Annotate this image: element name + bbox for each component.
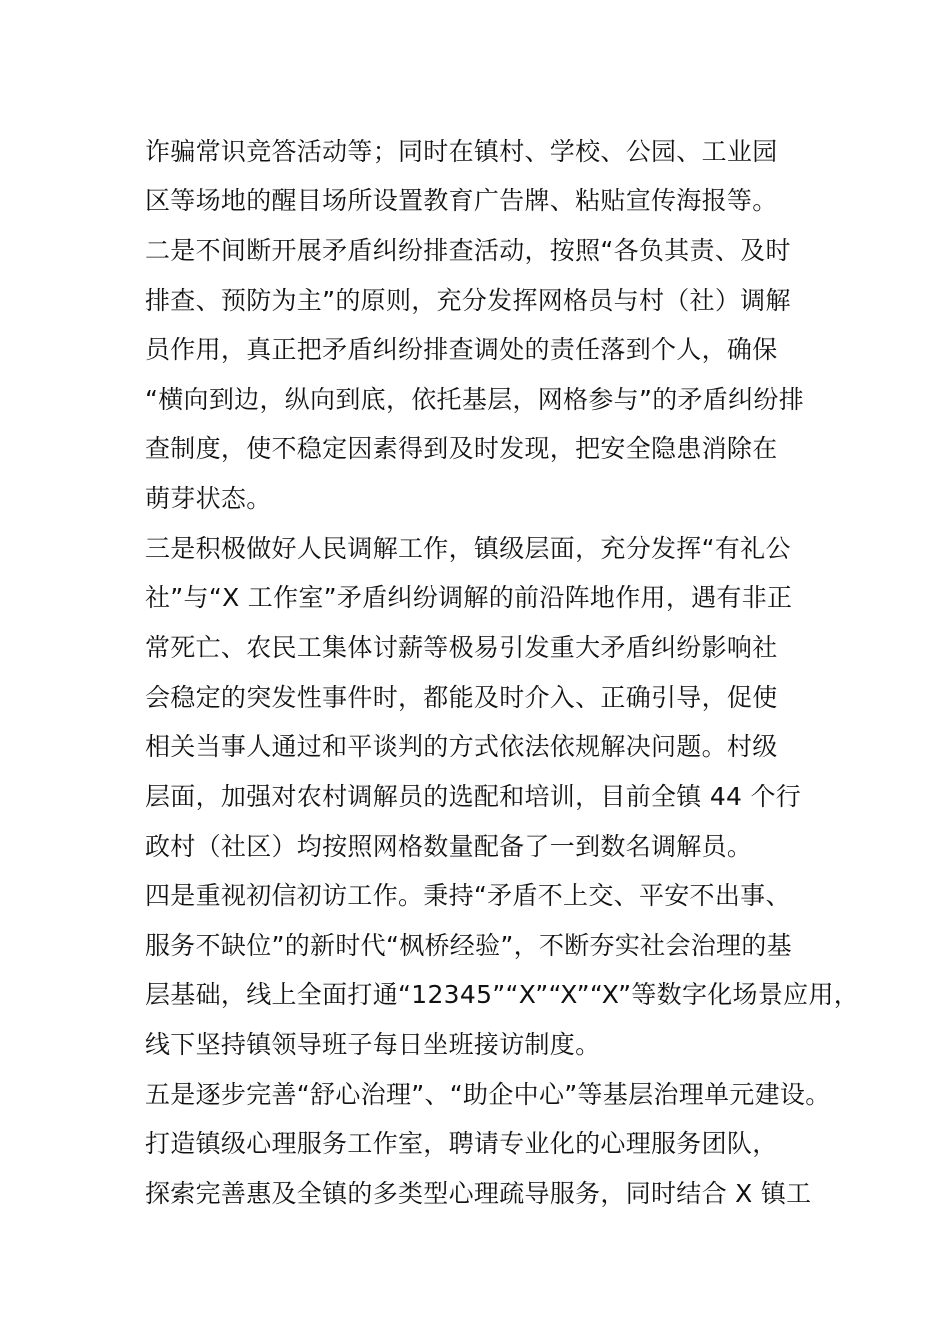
text-line: 社”与“X 工作室”矛盾纠纷调解的前沿阵地作用，遇有非正 xyxy=(145,583,793,612)
text-line: 打造镇级心理服务工作室，聘请专业化的心理服务团队， xyxy=(145,1129,778,1158)
text-line: 常死亡、农民工集体讨薪等极易引发重大矛盾纠纷影响社 xyxy=(145,633,778,662)
text-line: 萌芽状态。 xyxy=(145,484,272,513)
text-line: 员作用，真正把矛盾纠纷排查调处的责任落到个人，确保 xyxy=(145,335,778,364)
text-line: 会稳定的突发性事件时，都能及时介入、正确引导，促使 xyxy=(145,683,778,712)
text-line: 二是不间断开展矛盾纠纷排查活动，按照“各负其责、及时 xyxy=(145,236,791,265)
text-line: 探索完善惠及全镇的多类型心理疏导服务，同时结合 X 镇工 xyxy=(145,1179,812,1208)
text-line: 诈骗常识竞答活动等；同时在镇村、学校、公园、工业园 xyxy=(145,137,778,166)
text-line: 层基础，线上全面打通“12345”“X”“X”“X”等数字化场景应用， xyxy=(145,980,860,1009)
text-line: 服务不缺位”的新时代“枫桥经验”，不断夯实社会治理的基 xyxy=(145,931,792,960)
text-line: 排查、预防为主”的原则，充分发挥网格员与村（社）调解 xyxy=(145,286,791,315)
text-line: 五是逐步完善“舒心治理”、“助企中心”等基层治理单元建设。 xyxy=(145,1080,831,1109)
text-line: 线下坚持镇领导班子每日坐班接访制度。 xyxy=(145,1030,601,1059)
text-line: 层面，加强对农村调解员的选配和培训，目前全镇 44 个行 xyxy=(145,782,802,811)
text-line: 查制度，使不稳定因素得到及时发现，把安全隐患消除在 xyxy=(145,434,778,463)
text-line: 政村（社区）均按照网格数量配备了一到数名调解员。 xyxy=(145,832,753,861)
text-line: 三是积极做好人民调解工作，镇级层面，充分发挥“有礼公 xyxy=(145,534,791,563)
text-line: 相关当事人通过和平谈判的方式依法依规解决问题。村级 xyxy=(145,732,778,761)
text-line: “横向到边，纵向到底，依托基层，网格参与”的矛盾纠纷排 xyxy=(145,385,805,414)
text-line: 四是重视初信初访工作。秉持“矛盾不上交、平安不出事、 xyxy=(145,881,791,910)
text-line: 区等场地的醒目场所设置教育广告牌、粘贴宣传海报等。 xyxy=(145,186,778,215)
